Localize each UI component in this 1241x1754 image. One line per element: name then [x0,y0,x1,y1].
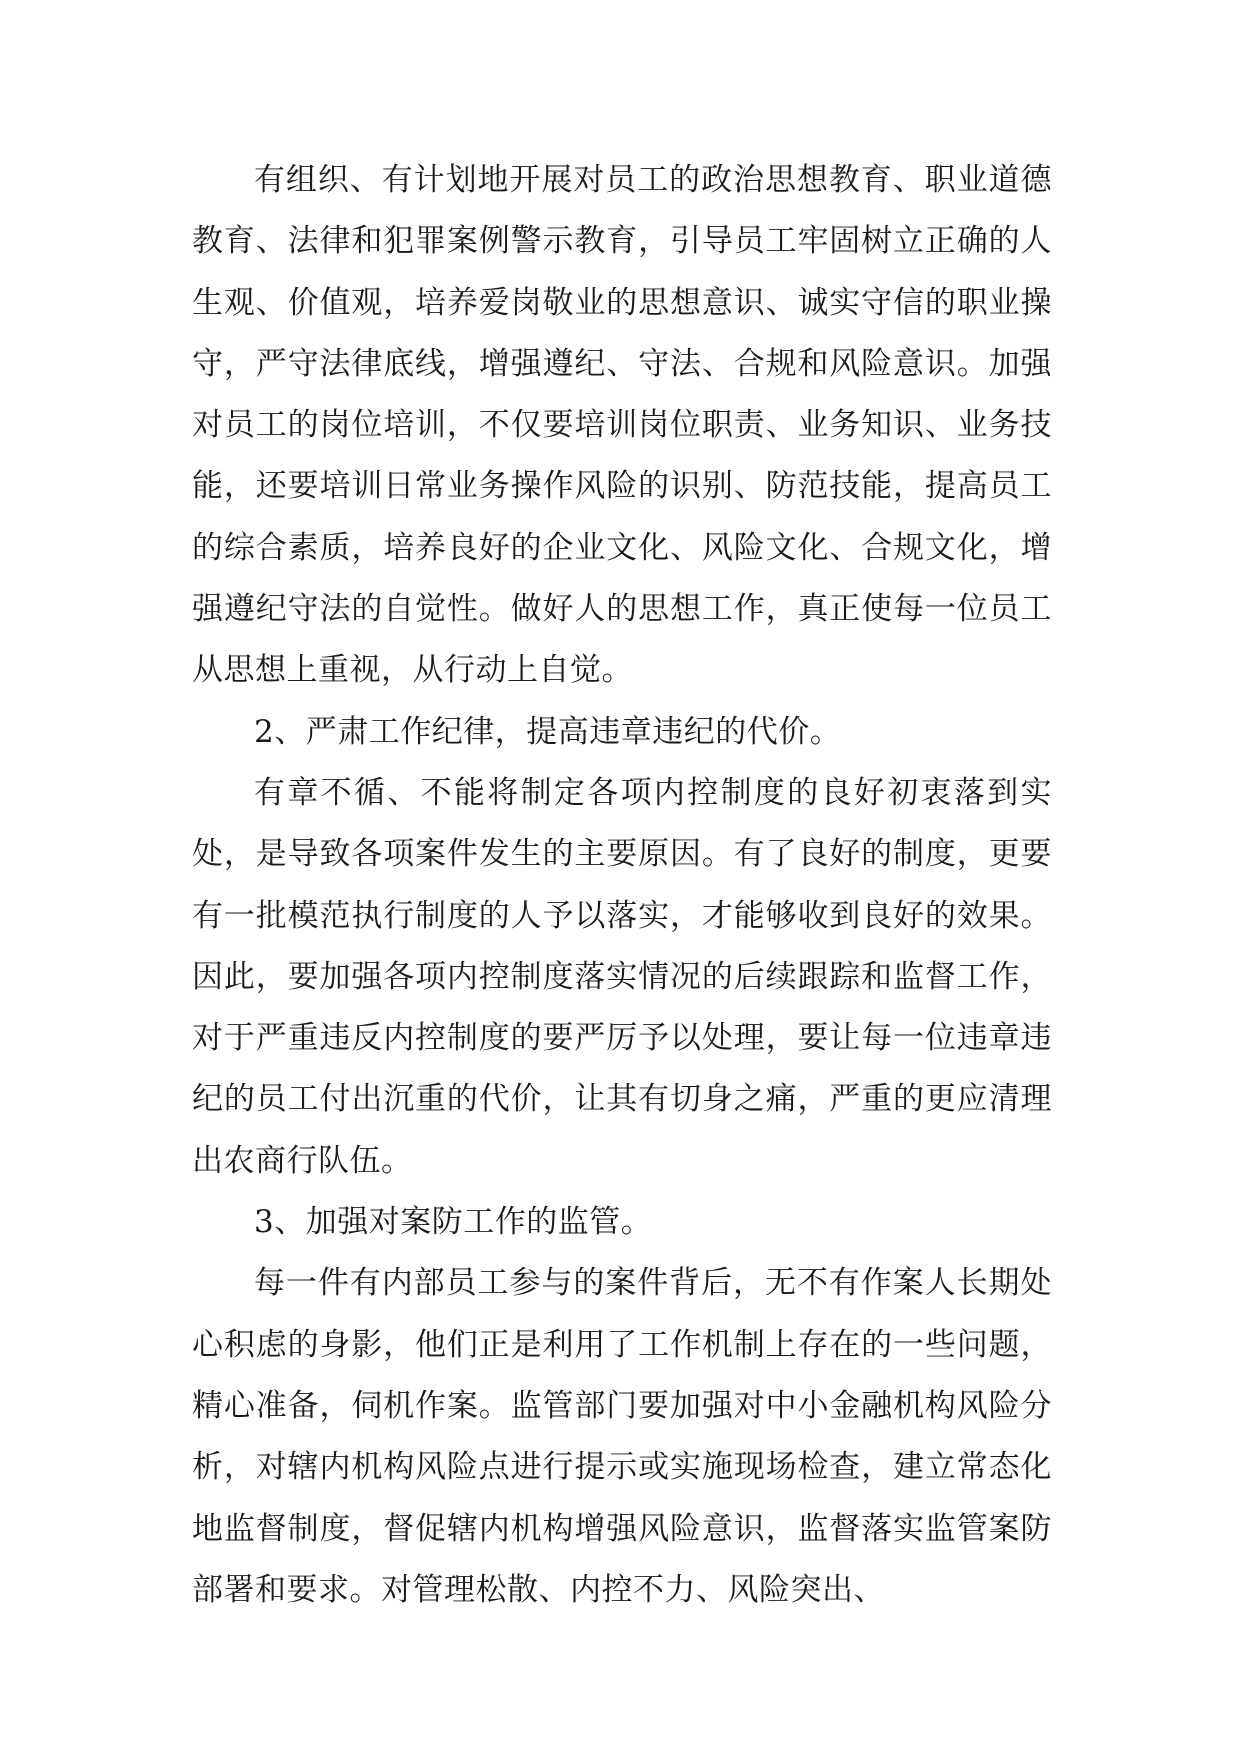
section-heading-3: 3、加强对案防工作的监管。 [254,1204,653,1241]
paragraph-supervision: 每一件有内部员工参与的案件背后，无不有作案人长期处心积虑的身影，他们正是利用了工作机制上存在的一些问题，精心准备，伺机作案。监管部门要加强对中小金融机构风险分析，对辖内机构风险点进行提示或实施现场检查，建立常态化地监督制度，督促辖内机构增强风险意识，监督落实监管案防部署和要求。对管理松散、内控不力、风险突出、 [192,1265,1052,1608]
paragraph-discipline: 有章不循、不能将制定各项内控制度的良好初衷落到实处，是导致各项案件发生的主要原因。有了良好的制度，更要有一批模范执行制度的人予以落实，才能够收到良好的效果。因此，要加强各项内控制度落实情况的后续跟踪和监督工作，对于严重违反内控制度的要严厉予以处理，要让每一位违章违纪的员工付出沉重的代价，让其有切身之痛，严重的更应清理出农商行队伍。 [192,774,1052,1179]
section-heading-2: 2、严肃工作纪律，提高违章违纪的代价。 [254,713,842,750]
paragraph-staff-education: 有组织、有计划地开展对员工的政治思想教育、职业道德教育、法律和犯罪案例警示教育，引导员工牢固树立正确的人生观、价值观，培养爱岗敬业的思想意识、诚实守信的职业操守，严守法律底线，增强遵纪、守法、合规和风险意识。加强对员工的岗位培训，不仅要培训岗位职责、业务知识、业务技能，还要培训日常业务操作风险的识别、防范技能，提高员工的综合素质，培养良好的企业文化、风险文化、合规文化，增强遵纪守法的自觉性。做好人的思想工作，真正使每一位员工从思想上重视，从行动上自觉。 [192,162,1052,689]
document-page [192,150,1052,1621]
